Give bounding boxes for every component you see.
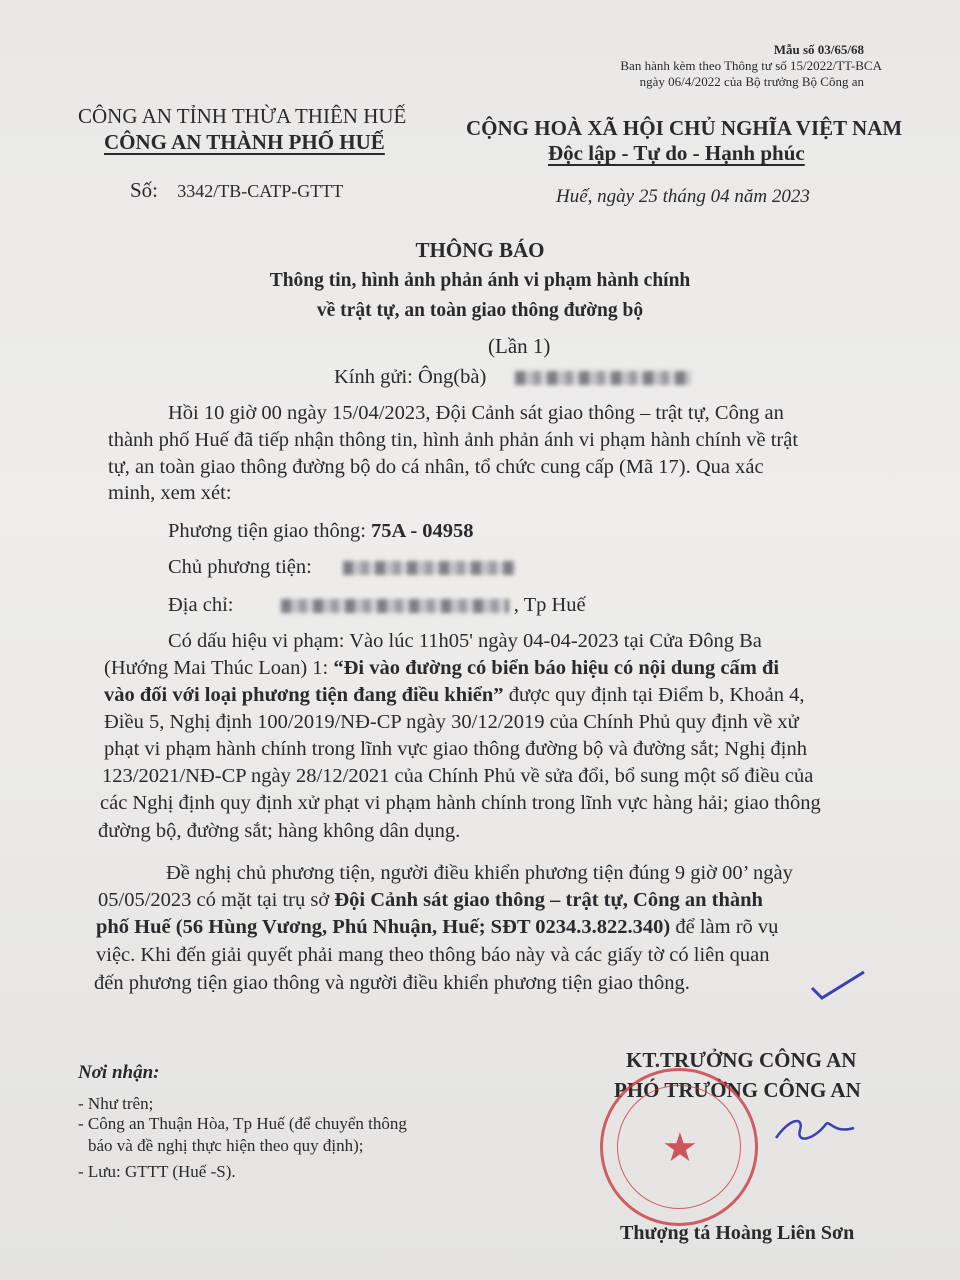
recipient-item: - Công an Thuận Hòa, Tp Huế (để chuyển thông [78, 1114, 407, 1133]
request-line: Đề nghị chủ phương tiện, người điều khiển phương tiện đúng 9 giờ 00’ ngày [166, 862, 793, 884]
violation-line: đường bộ, đường sắt; hàng không dân dụng. [98, 820, 461, 842]
recipients-title: Nơi nhận: [78, 1062, 160, 1083]
signer-subtitle: PHÓ TRƯỞNG CÔNG AN [614, 1078, 861, 1102]
request-line: 05/05/2023 có mặt tại trụ sở Đội Cảnh sát giao thông – trật tự, Công an thành [98, 889, 763, 911]
license-plate: 75A - 04958 [371, 520, 474, 542]
recipient-item: - Như trên; [78, 1094, 154, 1113]
request-line: đến phương tiện giao thông và người điều khiển phương tiện giao thông. [94, 972, 690, 994]
notice-count: (Lần 1) [488, 334, 551, 358]
violation-line: Có dấu hiệu vi phạm: Vào lúc 11h05' ngày 04-04-2023 tại Cửa Đông Ba [168, 630, 762, 652]
request-line: phố Huế (56 Hùng Vương, Phú Nhuận, Huế; SĐT 0234.3.822.340) để làm rõ vụ [96, 916, 779, 938]
violation-line: Điều 5, Nghị định 100/2019/NĐ-CP ngày 30/12/2019 của Chính Phủ quy định về xử [104, 711, 799, 733]
vehicle-line: Phương tiện giao thông: 75A - 04958 [168, 520, 474, 542]
form-number: Mẫu số 03/65/68 [773, 42, 864, 57]
signer-title: KT.TRƯỞNG CÔNG AN [626, 1048, 857, 1072]
recipient-item: - Lưu: GTTT (Huế -S). [78, 1162, 236, 1181]
paragraph-line: Hồi 10 giờ 00 ngày 15/04/2023, Đội Cảnh sát giao thông – trật tự, Công an [168, 402, 784, 424]
paragraph-line: minh, xem xét: [108, 482, 232, 504]
recipient-item: báo và đề nghị thực hiện theo quy định); [88, 1136, 364, 1155]
redacted-address [281, 599, 509, 613]
violation-line: phạt vi phạm hành chính trong lĩnh vực giao thông đường bộ và đường sắt; Nghị định [104, 738, 807, 760]
document-number [130, 178, 343, 203]
place-date: Huế, ngày 25 tháng 04 năm 2023 [556, 186, 810, 207]
document-subtitle-1: Thông tin, hình ảnh phản ánh vi phạm hành chính [269, 270, 691, 291]
form-regulation: Ban hành kèm theo Thông tư số 15/2022/TT-BCA [620, 58, 882, 73]
request-line: việc. Khi đến giải quyết phải mang theo thông báo này và các giấy tờ có liên quan [96, 944, 770, 966]
owner-line: Chủ phương tiện: [168, 556, 515, 579]
check-mark-icon [808, 968, 868, 1004]
redacted-owner [343, 561, 515, 575]
address-line: Địa chỉ: , Tp Huế [168, 594, 586, 616]
doc-no-label: Số: [130, 178, 159, 202]
document-title: THÔNG BÁO [415, 238, 545, 262]
signer-name: Thượng tá Hoàng Liên Sơn [620, 1222, 855, 1244]
stamp-star-icon: ★ [662, 1125, 698, 1170]
handwritten-signature [770, 1110, 860, 1150]
violation-line: vào đối với loại phương tiện đang điều khiển” được quy định tại Điểm b, Khoản 4, [104, 684, 805, 706]
document-subtitle-2: về trật tự, an toàn giao thông đường bộ [316, 300, 644, 321]
salutation: Kính gửi: Ông(bà) [334, 366, 691, 389]
country-name: CỘNG HOÀ XÃ HỘI CHỦ NGHĨA VIỆT NAM [466, 116, 903, 140]
paragraph-line: thành phố Huế đã tiếp nhận thông tin, hình ảnh phản ánh vi phạm hành chính về trật [108, 429, 799, 451]
violation-line: các Nghị định quy định xử phạt vi phạm hành chính trong lĩnh vực hàng hải; giao thông [100, 792, 821, 814]
agency-name: CÔNG AN THÀNH PHỐ HUẾ [104, 130, 385, 154]
violation-line: (Hướng Mai Thúc Loan) 1: “Đi vào đường có biển báo hiệu có nội dung cấm đi [104, 657, 780, 679]
national-motto: Độc lập - Tự do - Hạnh phúc [548, 141, 805, 165]
paragraph-line: tự, an toàn giao thông đường bộ do cá nhân, tổ chức cung cấp (Mã 17). Qua xác [108, 456, 764, 478]
redacted-name [515, 371, 691, 385]
doc-no-value: 3342/TB-CATP-GTTT [177, 181, 344, 201]
form-regulation-date: ngày 06/4/2022 của Bộ trưởng Bộ Công an [639, 74, 864, 89]
agency-parent: CÔNG AN TỈNH THỪA THIÊN HUẾ [78, 104, 407, 128]
violation-line: 123/2021/NĐ-CP ngày 28/12/2021 của Chính Phủ về sửa đổi, bổ sung một số điều của [102, 765, 814, 787]
